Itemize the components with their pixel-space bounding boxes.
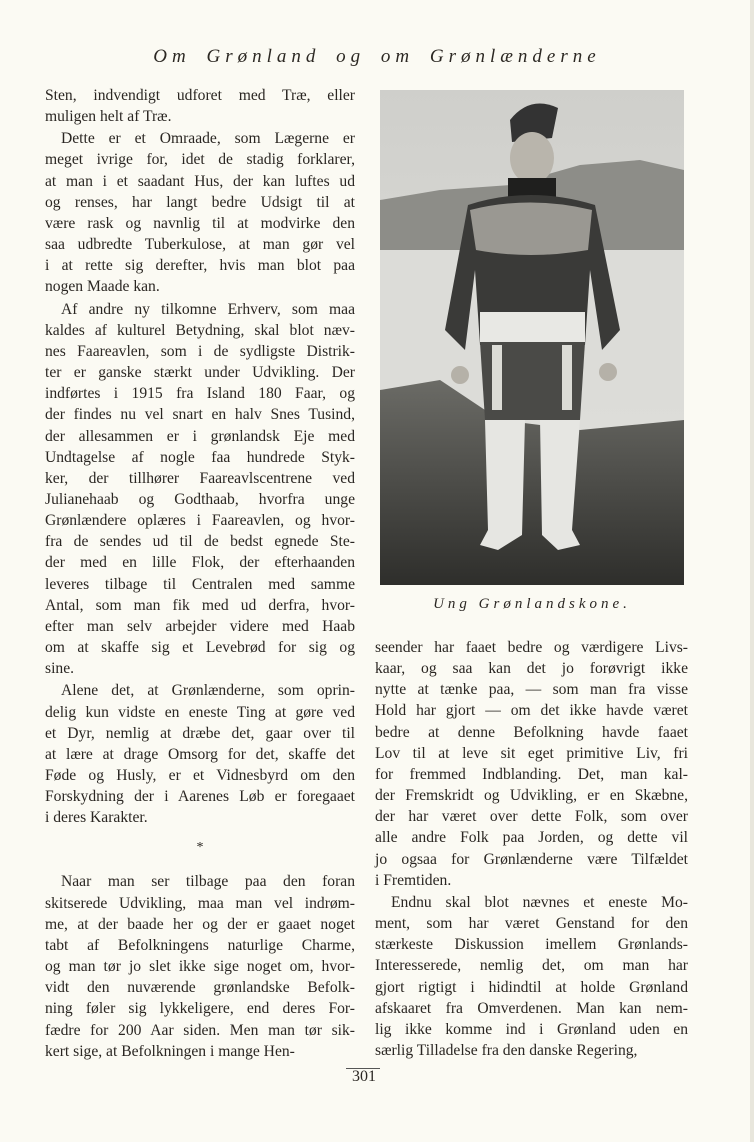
photo-caption: Ung Grønlandskone. bbox=[433, 596, 631, 612]
text-line: der Fremskridt og Udvikling, er en Skæbne, bbox=[375, 787, 688, 805]
left-text-column bbox=[45, 85, 355, 1063]
text-line: at lære at drage Omsorg for det, skaffe det bbox=[45, 745, 355, 763]
text-line: og renses, har langt bedre Udsigt til at bbox=[45, 193, 355, 211]
text-line: kert sige, at Befolkningen i mange Hen- bbox=[45, 1042, 295, 1060]
text-line: Antal, som man fik med ud derfra, hvor- bbox=[45, 596, 355, 614]
text-line: afskaaret fra Omverdenen. Man kan nem- bbox=[375, 999, 688, 1017]
text-line: Interesserede, nemlig det, om man har bbox=[375, 957, 688, 975]
text-line: Forskydning der i Aarenes Løb er foregaaet bbox=[45, 788, 355, 806]
text-line: Julianehaab og Godthaab, hvorfra unge bbox=[45, 490, 355, 508]
text-line: Føde og Husly, er et Vidnesbyrd om den bbox=[45, 767, 355, 784]
paragraph bbox=[45, 85, 355, 127]
text-line: om at skaffe sig et Levebrød for sig og bbox=[45, 639, 355, 657]
text-line: fædre for 200 Aar siden. Men man tør sik- bbox=[45, 1021, 355, 1039]
text-line: for fremmed Indblanding. Det, man kal- bbox=[375, 765, 688, 783]
text-line: i deres Karakter. bbox=[45, 809, 148, 827]
text-line: Undtagelse af nogle faa hundrede Styk- bbox=[45, 448, 355, 466]
paragraph bbox=[45, 128, 355, 297]
text-line: sine. bbox=[45, 660, 75, 678]
text-line: tabt af Befolkningens naturlige Charme, bbox=[45, 936, 355, 954]
text-line: Lov til at leve sit eget primitive Liv, fri bbox=[375, 744, 688, 762]
text-line: Hold har gjort — om det ikke havde været bbox=[375, 702, 688, 720]
text-line: nytte at tænke paa, — som man fra visse bbox=[375, 681, 688, 699]
text-line: være rask og navnlig til at modvirke den bbox=[45, 214, 355, 232]
text-line: saa udbredte Tuberkulose, at man gør vel bbox=[45, 236, 355, 254]
text-line: ter er ganske stærkt under Udvikling. Der bbox=[45, 364, 355, 382]
text-line: Endnu skal blot nævnes et eneste Mo- bbox=[391, 893, 688, 911]
text-line: at man i et saadant Hus, der kan luftes ud bbox=[45, 172, 355, 190]
text-line: Sten, indvendigt udforet med Træ, eller bbox=[45, 87, 355, 104]
text-line: Grønlændere oplæres i Faareavlen, og hvor- bbox=[45, 512, 355, 530]
text-line: der allesammen er i grønlandsk Eje med bbox=[45, 427, 355, 445]
text-line: meget ivrige for, idet de stadig forklarer, bbox=[45, 151, 355, 169]
paragraph bbox=[375, 637, 688, 891]
text-line: seender har faaet bedre og værdigere Livs- bbox=[375, 639, 688, 656]
text-line: jo ogsaa for Grønlænderne være Tilfældet bbox=[375, 850, 688, 868]
text-line: lig ikke komme ind i Grønland uden en bbox=[375, 1020, 688, 1038]
right-text-column bbox=[375, 637, 688, 1062]
paragraph bbox=[375, 892, 688, 1061]
text-line: der har været over dette Folk, som over bbox=[375, 808, 688, 826]
paragraph bbox=[45, 680, 355, 828]
text-line: Dette er et Omraade, som Lægerne er bbox=[61, 130, 355, 148]
text-line: der med en lille Flok, der efterhaanden bbox=[45, 554, 355, 572]
text-line: Naar man ser tilbage paa den foran bbox=[61, 873, 355, 891]
text-line: me, at der baade her og der er gaaet noget bbox=[45, 915, 355, 933]
text-line: der findes nu vel snart en halv Snes Tusind, bbox=[45, 406, 355, 424]
text-line: og man tør jo slet ikke sige noget om, hvor- bbox=[45, 958, 355, 976]
text-line: nogen Maade kan. bbox=[45, 278, 160, 296]
text-line: leveres tilbage til Centralen med samme bbox=[45, 575, 355, 593]
text-line: muligen helt af Træ. bbox=[45, 108, 172, 126]
text-line: kaldes af kulturel Betydning, skal blot næv- bbox=[45, 321, 355, 339]
text-line: vidt den nuværende grønlandske Befolk- bbox=[45, 979, 355, 997]
text-line: delig kun vidste en eneste Ting at gøre ved bbox=[45, 703, 355, 721]
page-edge bbox=[750, 0, 754, 1142]
text-line: Af andre ny tilkomne Erhverv, som maa bbox=[61, 300, 355, 318]
page-number: 301 bbox=[352, 1068, 376, 1085]
photo-young-greenlandic-woman bbox=[380, 90, 684, 585]
text-line: i Fremtiden. bbox=[375, 871, 452, 889]
running-header: Om Grønland og om Grønlænderne bbox=[153, 46, 601, 67]
text-line: alle andre Folk paa Jorden, og dette vil bbox=[375, 829, 688, 847]
text-line: kaar, og saa kan det jo forøvrigt ikke bbox=[375, 660, 688, 678]
text-line: gjort rigtigt i hidindtil at holde Grønland bbox=[375, 978, 688, 996]
section-separator: * bbox=[196, 840, 204, 856]
text-line: efter man selv arbejder videre med Haab bbox=[45, 617, 355, 635]
paragraph bbox=[45, 299, 355, 680]
text-line: bedre at denne Befolkning havde faaet bbox=[375, 723, 688, 741]
text-line: Alene det, at Grønlænderne, som oprin- bbox=[61, 682, 355, 700]
text-line: fra de sendes ud til de bedst egnede Ste- bbox=[45, 533, 355, 551]
text-line: i at rette sig derefter, hvis man blot paa bbox=[45, 257, 355, 275]
text-line: nes Faareavlen, som i de sydligste Distrik- bbox=[45, 342, 355, 360]
text-line: ker, der tillhører Faareavlscentrene ved bbox=[45, 469, 355, 487]
text-line: ment, som har været Genstand for den bbox=[375, 915, 688, 933]
text-line: et Dyr, nemlig at dræbe det, gaar over til bbox=[45, 724, 355, 742]
text-line: skitserede Udvikling, maa man vel indrøm- bbox=[45, 894, 355, 912]
text-line: stærkeste Diskussion imellem Grønlands- bbox=[375, 936, 688, 954]
text-line: særlig Tilladelse fra den danske Regering, bbox=[375, 1041, 638, 1059]
text-line: indførtes i 1915 fra Island 180 Faar, og bbox=[45, 385, 355, 403]
paragraph bbox=[45, 871, 355, 1061]
text-line: ning føler sig lykkeligere, end deres For- bbox=[45, 1000, 355, 1018]
